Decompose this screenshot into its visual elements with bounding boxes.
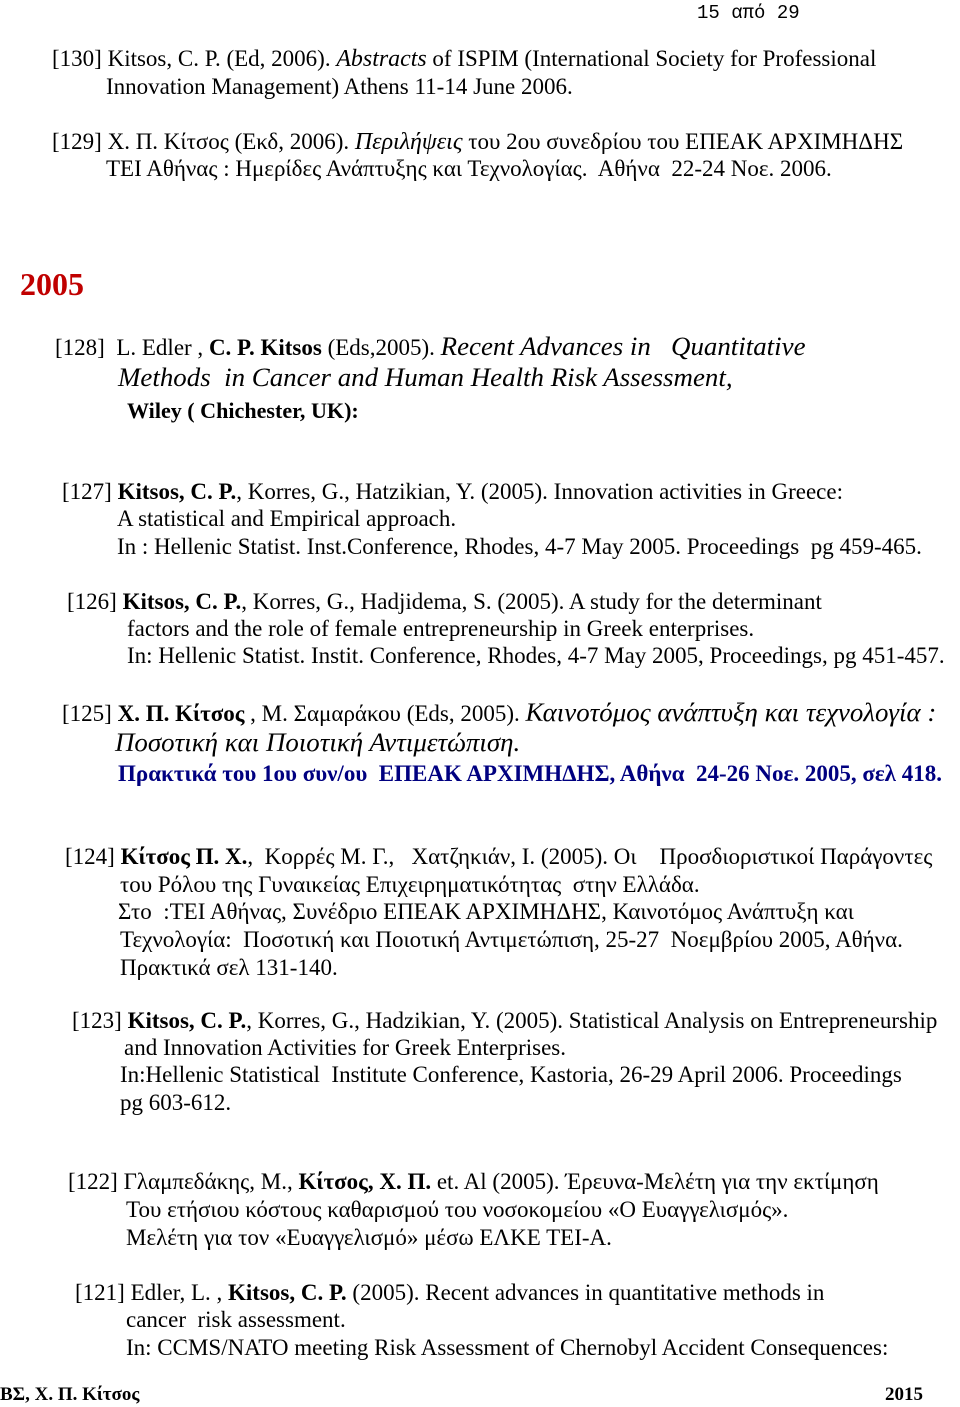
reference-text: In: Hellenic Statist. Instit. Conference, Rhodes, 4-7 May 2005, Proceedings, pg 451-457. [127,643,945,668]
reference-number: [122] [68,1169,124,1194]
reference-text: του Ρόλου της Γυναικείας Επιχειρηματικότητας στην Ελλάδα. [120,872,700,897]
reference-text: Innovation Management) Athens 11-14 June 2006. [106,74,573,99]
publication-title: Recent Advances in Quantitative [440,331,806,361]
author-name: Κίτσος Π. Χ. [120,844,248,869]
reference-line [62,699,936,727]
reference-line [126,1306,346,1333]
reference-line [120,871,700,898]
year-heading: 2005 [20,266,84,302]
reference-text: In : Hellenic Statist. Inst.Conference, Rhodes, 4-7 May 2005. Proceedings pg 459-465. [117,534,922,559]
reference-number: [129] [52,129,108,154]
page-indicator: 15 από 29 [697,2,800,24]
reference-text: (Eds,2005). [321,335,441,360]
reference-text: Edler, L. , [130,1280,229,1305]
author-name: Kitsos, C. P. [127,1008,247,1033]
reference-line [65,843,932,870]
reference-text: , Korres, G., Hadzikian, Y. (2005). Statistical Analysis on Entrepreneurship [246,1008,938,1033]
publisher: Wiley ( Chichester, UK): [127,398,359,423]
reference-text: , Κορρές Μ. Γ., Χατζηκιάν, Ι. (2005). Οι Προσδιοριστικοί Παράγοντες [247,844,933,869]
reference-text: Τεχνολογία: Ποσοτική και Ποιοτική Αντιμετώπιση, 25-27 Νοεμβρίου 2005, Αθήνα. [120,927,903,952]
reference-text: Kitsos, C. P. (Ed, 2006). [107,46,337,71]
reference-text: pg 603-612. [120,1090,232,1115]
publication-title: Abstracts [336,46,427,72]
proceedings-line: Πρακτικά του 1ου συν/ου ΕΠΕΑΚ ΑΡΧΙΜΗΔΗΣ, Αθήνα 24-26 Νοε. 2005, σελ 418. [118,761,942,786]
publication-title: Περιλήψεις [354,129,463,155]
footer-author: ΒΣ, Χ. Π. Κίτσος [0,1384,140,1405]
reference-text: In:Hellenic Statistical Institute Conference, Kastoria, 26-29 April 2006. Proceedings [120,1062,902,1087]
reference-line [55,333,806,361]
reference-line [120,926,903,953]
reference-number: [128] [55,335,117,360]
reference-text: Του ετήσιου κόστους καθαρισμού του νοσοκομείου «Ο Ευαγγελισμός». [126,1197,789,1222]
reference-line [126,1224,612,1251]
reference-line [72,1007,937,1034]
reference-line [126,1334,888,1361]
reference-number: [126] [67,589,123,614]
reference-line [126,1196,788,1223]
publication-title: Methods in Cancer and Human Health Risk Assessment, [118,362,733,392]
author-name: Kitsos, C. P. [117,479,237,504]
reference-line [62,478,843,505]
reference-line [52,128,903,156]
reference-number: [127] [62,479,118,504]
author-name: Kitsos, C. P. [228,1280,347,1305]
author-name: Χ. Π. Κίτσος [117,701,245,726]
reference-text: et. Al (2005). Έρευνα-Μελέτη για την εκτίμηση [431,1169,879,1194]
author-name: Kitsos, C. P. [122,589,242,614]
reference-text: cancer risk assessment. [126,1307,346,1332]
reference-line [124,1034,566,1061]
reference-text: L. Edler , [116,335,209,360]
footer-year: 2015 [885,1384,923,1405]
author-name: Κίτσος, Χ. Π. [298,1169,432,1194]
reference-text: factors and the role of female entrepreneurship in Greek enterprises. [127,616,755,641]
reference-line [120,1061,902,1088]
author-name: C. P. Kitsos [208,335,322,360]
reference-line [115,729,520,757]
reference-line [106,73,573,100]
publication-title: Καινοτόμος ανάπτυξη και τεχνολογία : [525,697,937,727]
publication-title: Ποσοτική και Ποιοτική Αντιμετώπιση. [115,727,521,757]
reference-line [118,898,854,925]
reference-number: [123] [72,1008,128,1033]
reference-number: [124] [65,844,121,869]
reference-text: Μελέτη για τον «Ευαγγελισμό» μέσω ΕΛΚΕ ΤΕΙ-Α. [126,1225,612,1250]
reference-line [106,155,832,182]
reference-line [120,954,338,981]
reference-text: , Μ. Σαμαράκου (Eds, 2005). [244,701,526,726]
reference-number: [125] [62,701,118,726]
reference-line [68,1168,879,1195]
reference-text: and Innovation Activities for Greek Enterprises. [124,1035,566,1060]
reference-text: του 2ου συνεδρίου του ΕΠΕΑΚ ΑΡΧΙΜΗΔΗΣ [462,129,904,154]
reference-text: In: CCMS/NATO meeting Risk Assessment of Chernobyl Accident Consequences: [126,1335,889,1360]
reference-text: Στο :ΤΕΙ Αθήνας, Συνέδριο ΕΠΕΑΚ ΑΡΧΙΜΗΔΗΣ, Καινοτόμος Ανάπτυξη και [118,899,854,924]
reference-line [127,615,754,642]
reference-text: , Korres, G., Hadjidema, S. (2005). A study for the determinant [241,589,822,614]
reference-line [120,1089,231,1116]
reference-line [75,1279,824,1306]
reference-line [52,45,876,73]
reference-text: Πρακτικά σελ 131-140. [120,955,338,980]
reference-text: Γλαμπεδάκης, Μ., [123,1169,299,1194]
reference-line [117,533,922,560]
reference-line [117,505,456,532]
reference-number: [130] [52,46,108,71]
reference-text: , Korres, G., Hatzikian, Y. (2005). Innovation activities in Greece: [236,479,843,504]
reference-line [127,642,945,669]
reference-line [127,397,359,424]
reference-line [67,588,822,615]
reference-text: (2005). Recent advances in quantitative methods in [346,1280,825,1305]
reference-text: of ISPIM (International Society for Professional [426,46,877,71]
reference-text: ΤΕΙ Αθήνας : Ημερίδες Ανάπτυξης και Τεχνολογίας. Αθήνα 22-24 Νοε. 2006. [106,156,832,181]
reference-text: Χ. Π. Κίτσος (Εκδ, 2006). [107,129,355,154]
reference-line [118,364,733,392]
reference-line [118,760,942,787]
reference-number: [121] [75,1280,131,1305]
reference-text: A statistical and Empirical approach. [117,506,457,531]
